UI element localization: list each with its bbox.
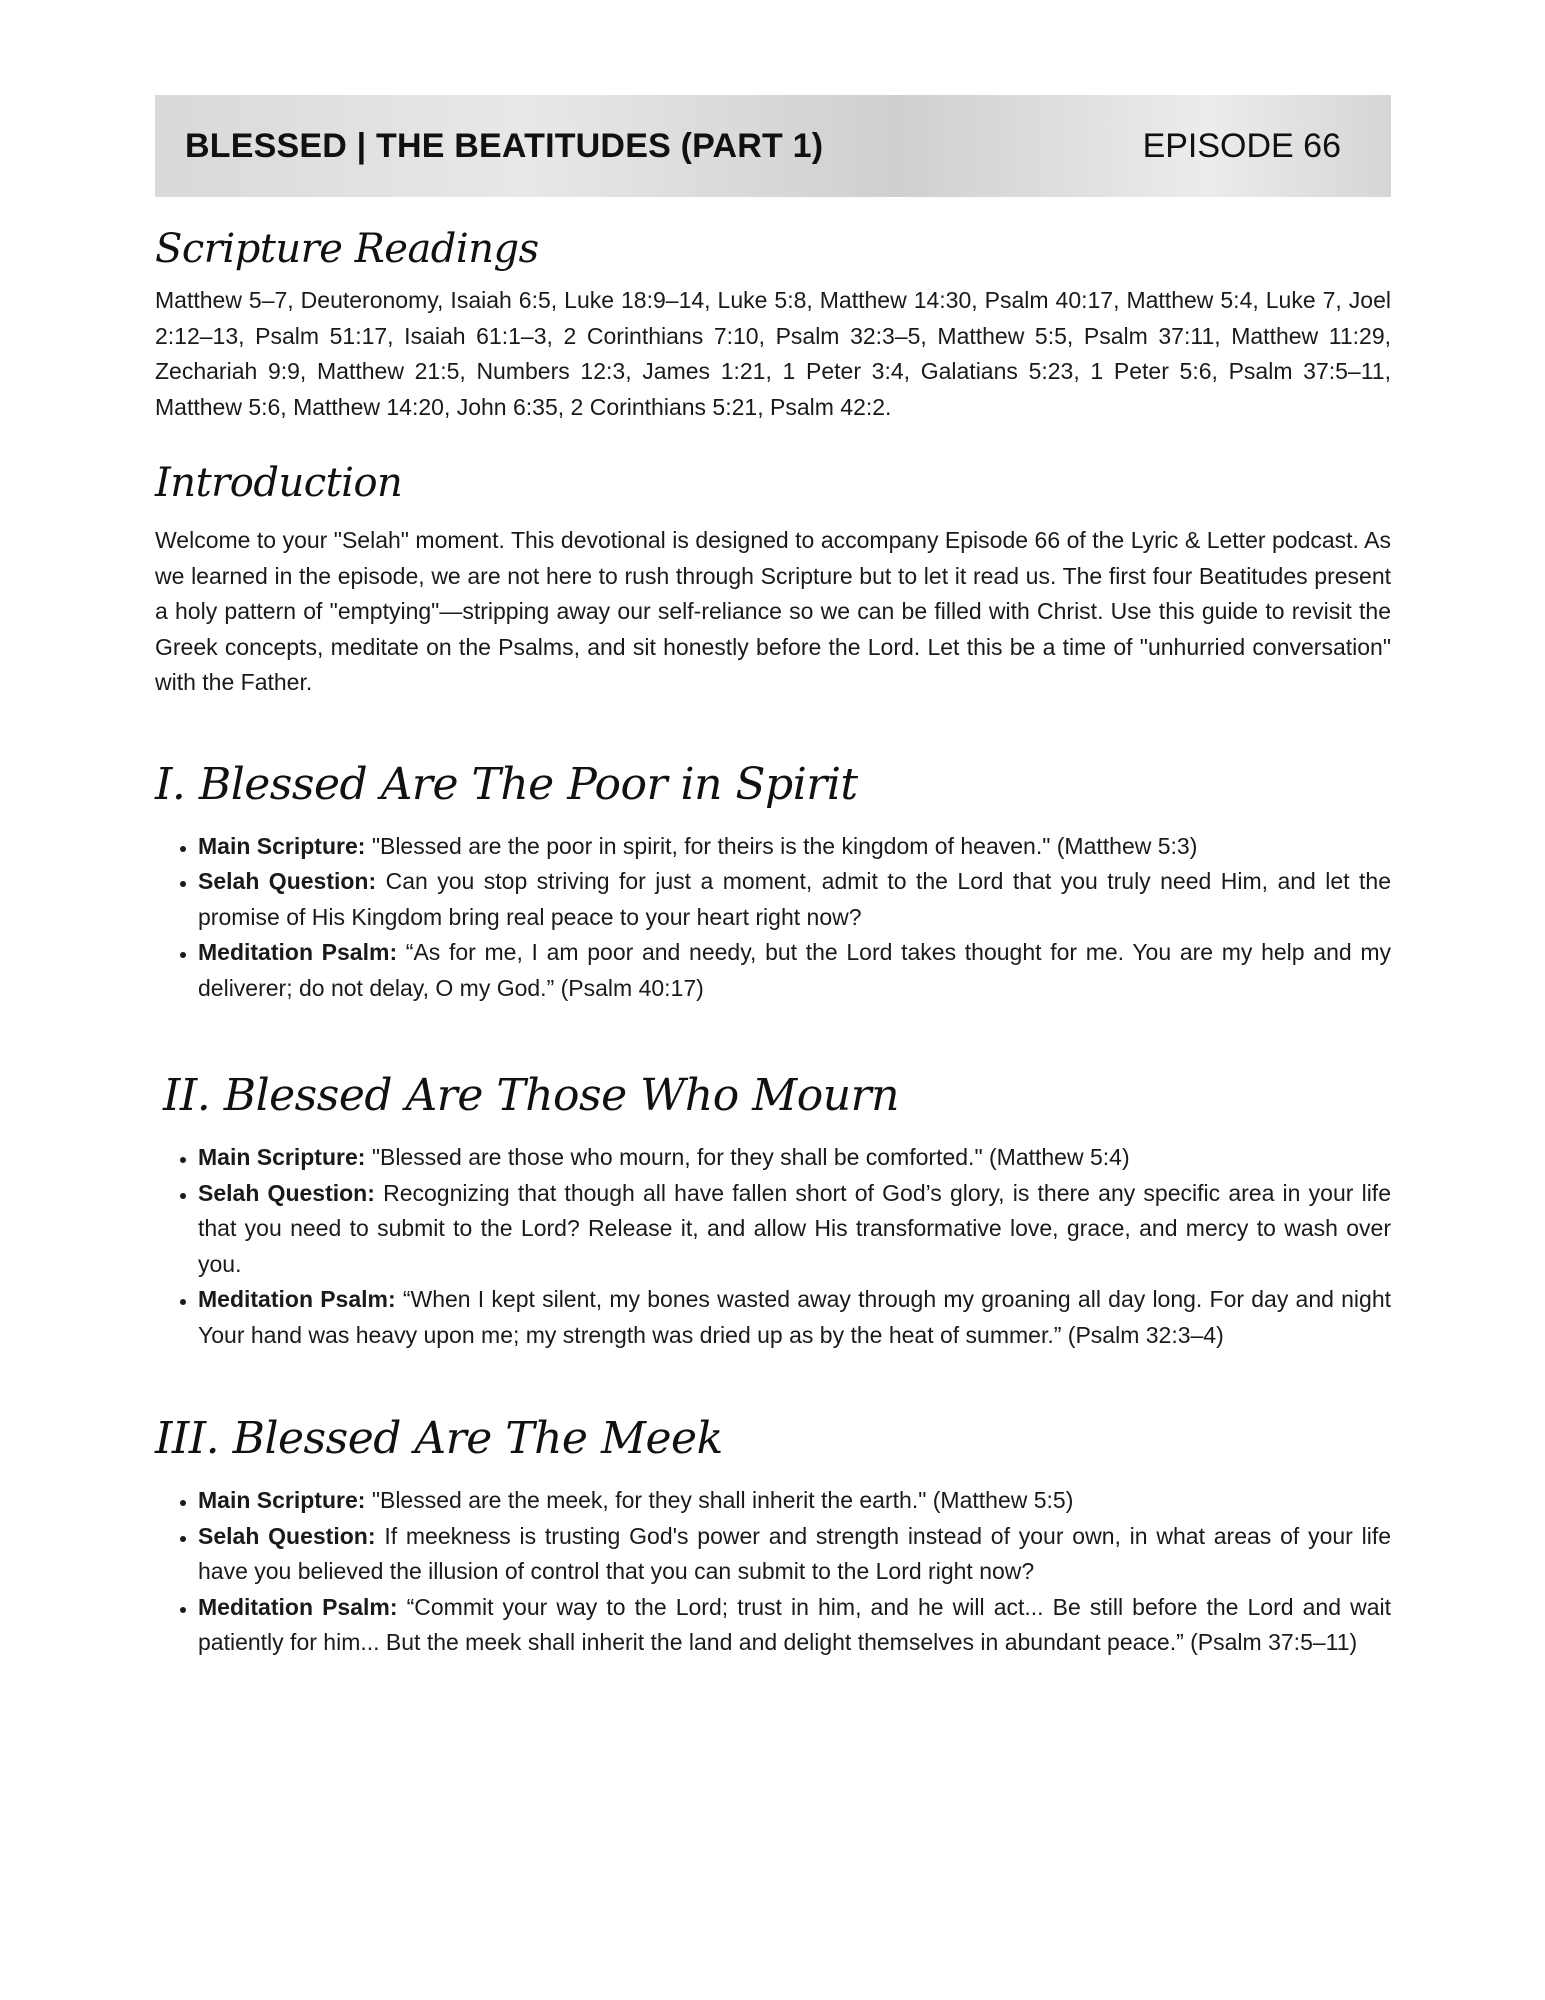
item-label: Main Scripture: (198, 832, 366, 859)
scripture-readings-text: Matthew 5–7, Deuteronomy, Isaiah 6:5, Luke 18:9–14, Luke 5:8, Matthew 14:30, Psalm 40:17, Matthew 5:4, Luke 7, Joel 2:12–13, Psalm 51:17, Isaiah 61:1–3, 2 Corinthians 7:10, Psalm 32:3–5, Matthew 5:5, Psalm 37:11, Matthew 11:29, Zechariah 9:9, Matthew 21:5, Numbers 12:3, James 1:21, 1 Peter 3:4, Galatians 5:23, 1 Peter 5:6, Psalm 37:5–11, Matthew 5:6, Matthew 14:20, John 6:35, 2 Corinthians 5:21, Psalm 42:2. (155, 287, 1391, 420)
item-label: Main Scripture: (198, 1144, 366, 1170)
introduction-heading: Introduction (155, 460, 403, 506)
section-heading-those-who-mourn: II. Blessed Are Those Who Mourn (163, 1070, 899, 1121)
item-label: Meditation Psalm: (198, 1286, 396, 1312)
section-list-poor-in-spirit (155, 829, 1391, 1007)
item-text: "Blessed are the poor in spirit, for theirs is the kingdom of heaven." (Matthew 5:3) (371, 832, 1198, 859)
section-list-those-who-mourn (155, 1140, 1391, 1353)
list-item (198, 1140, 1391, 1176)
list-item (198, 864, 1391, 935)
introduction-text: Welcome to your "Selah" moment. This devotional is designed to accompany Episode 66 of the Lyric & Letter podcast. As we learned in the episode, we are not here to rush through Scripture but to let it read us. The first four Beatitudes present a holy pattern of "emptying"—stripping away our self-reliance so we can be filled with Christ. Use this guide to revisit the Greek concepts, meditate on the Psalms, and sit honestly before the Lord. Let this be a time of "unhurried conversation" with the Father. (155, 527, 1391, 695)
item-text: “As for me, I am poor and needy, but the Lord takes thought for me. You are my help and my deliverer; do not delay, O my God.” (Psalm 40:17) (198, 939, 1391, 1001)
header-bar (155, 95, 1391, 197)
item-text: Can you stop striving for just a moment, admit to the Lord that you truly need Him, and let the promise of His Kingdom bring real peace to your heart right now? (198, 868, 1391, 930)
item-label: Selah Question: (198, 1179, 375, 1206)
list-item (198, 1590, 1391, 1661)
list-item (198, 829, 1391, 865)
item-label: Selah Question: (198, 1522, 376, 1549)
item-text: "Blessed are the meek, for they shall inherit the earth." (Matthew 5:5) (371, 1487, 1074, 1513)
list-item (198, 1282, 1391, 1353)
section-heading-the-meek: III. Blessed Are The Meek (155, 1413, 723, 1464)
section-heading-poor-in-spirit: I. Blessed Are The Poor in Spirit (155, 758, 858, 810)
list-item (198, 1483, 1391, 1519)
list-item (198, 1519, 1391, 1590)
item-text: If meekness is trusting God's power and strength instead of your own, in what areas of your life have you believed the illusion of control that you can submit to the Lord right now? (198, 1522, 1392, 1584)
document-page (155, 95, 1391, 1661)
item-text: Recognizing that though all have fallen short of God’s glory, is there any specific area in your life that you need to submit to the Lord? Release it, and allow His transformative love, grace, and mercy to wash over you. (198, 1179, 1391, 1277)
list-item (198, 1176, 1391, 1283)
list-item (198, 935, 1391, 1006)
header-title: BLESSED | THE BEATITUDES (PART 1) (185, 126, 824, 165)
scripture-readings-heading: Scripture Readings (155, 226, 539, 272)
item-label: Meditation Psalm: (198, 1593, 398, 1620)
item-text: “When I kept silent, my bones wasted away through my groaning all day long. For day and night Your hand was heavy upon me; my strength was dried up as by the heat of summer.” (Psalm 32:3–4) (198, 1286, 1391, 1348)
item-text: "Blessed are those who mourn, for they shall be comforted." (Matthew 5:4) (371, 1144, 1130, 1170)
item-label: Selah Question: (198, 868, 377, 894)
item-text: “Commit your way to the Lord; trust in him, and he will act... Be still before the Lord and wait patiently for him... But the meek shall inherit the land and delight themselves in abundant peace.” (Psalm 37:5–11) (198, 1593, 1391, 1655)
item-label: Meditation Psalm: (198, 939, 398, 965)
episode-number: EPISODE 66 (1142, 126, 1341, 165)
section-list-the-meek (155, 1483, 1391, 1661)
item-label: Main Scripture: (198, 1487, 366, 1513)
